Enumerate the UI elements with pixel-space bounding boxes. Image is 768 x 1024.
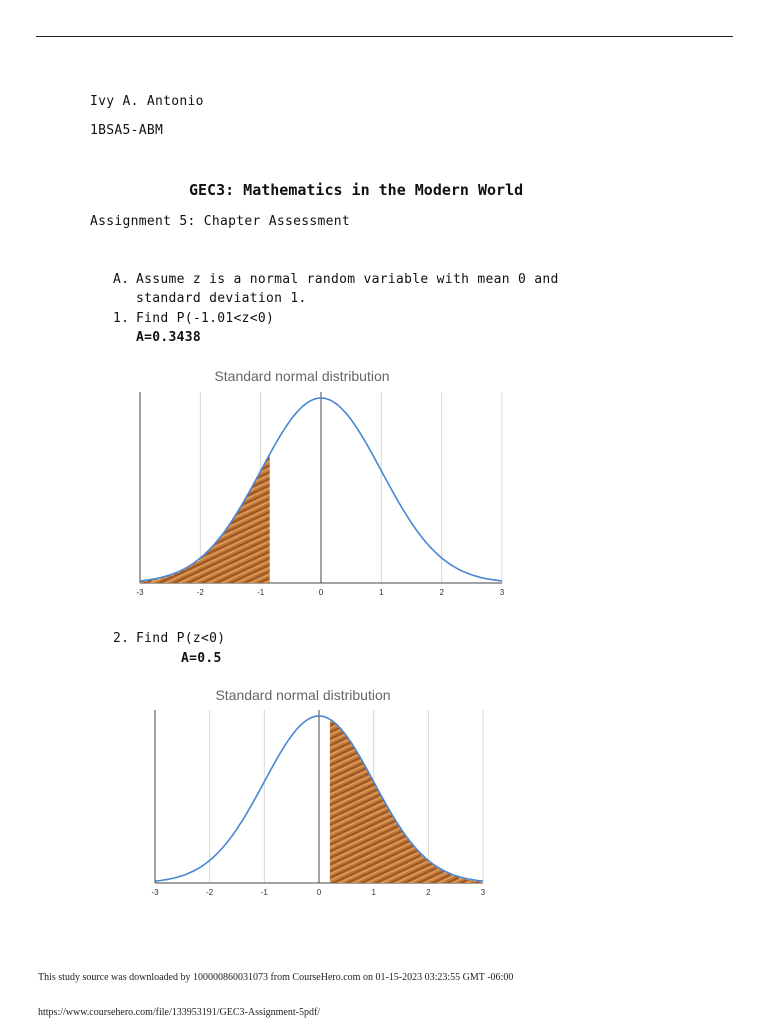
- question-1-text: Find P(-1.01<z<0): [136, 311, 275, 326]
- chart-2-tick-label: 0: [316, 888, 322, 897]
- chart-2-tick-label: 2: [426, 888, 431, 897]
- footer-url: https://www.coursehero.com/file/133953191/GEC3-Assignment-5pdf/: [38, 1007, 321, 1018]
- chart-2-tick-label: 1: [371, 888, 376, 897]
- part-a-line-2: standard deviation 1.: [136, 291, 307, 306]
- student-section: 1BSA5-ABM: [90, 123, 164, 138]
- student-name: Ivy A. Antonio: [90, 94, 204, 109]
- chart-2-tick-label: 3: [480, 888, 486, 897]
- chart-1-tick-label: 0: [318, 588, 324, 597]
- chart-1-tick-label: 2: [439, 588, 444, 597]
- footer-source-line: This study source was downloaded by 100000860031073 from CourseHero.com on 01-15-2023 03:23:55 GMT -06:00: [38, 972, 514, 983]
- course-title: GEC3: Mathematics in the Modern World: [189, 181, 524, 199]
- chart-1-tick-label: -3: [136, 588, 144, 597]
- question-2-number: 2.: [113, 631, 130, 646]
- assignment-title: Assignment 5: Chapter Assessment: [90, 214, 351, 229]
- chart-1: [132, 363, 520, 613]
- chart-1-title: Standard normal distribution: [214, 368, 390, 384]
- part-a-marker: A.: [113, 272, 130, 287]
- part-a-line-1: Assume z is a normal random variable with mean 0 and: [136, 272, 559, 287]
- chart-2-tick-label: -2: [206, 888, 214, 897]
- question-2-text: Find P(z<0): [136, 631, 226, 646]
- chart-1-svg: [132, 363, 520, 613]
- chart-1-tick-label: -1: [257, 588, 265, 597]
- chart-2-tick-label: -3: [151, 888, 159, 897]
- question-2-answer: A=0.5: [181, 651, 222, 666]
- chart-2-tick-label: -1: [260, 888, 268, 897]
- chart-2-title: Standard normal distribution: [215, 687, 391, 703]
- question-1-number: 1.: [113, 311, 130, 326]
- chart-1-shaded-region: [140, 456, 270, 583]
- chart-2: [147, 684, 497, 914]
- question-1-answer: A=0.3438: [136, 330, 202, 345]
- chart-1-tick-label: 1: [379, 588, 384, 597]
- chart-1-tick-label: -2: [196, 588, 204, 597]
- chart-2-svg: [147, 684, 497, 914]
- chart-1-tick-label: 3: [499, 588, 505, 597]
- page-top-rule: [36, 36, 733, 37]
